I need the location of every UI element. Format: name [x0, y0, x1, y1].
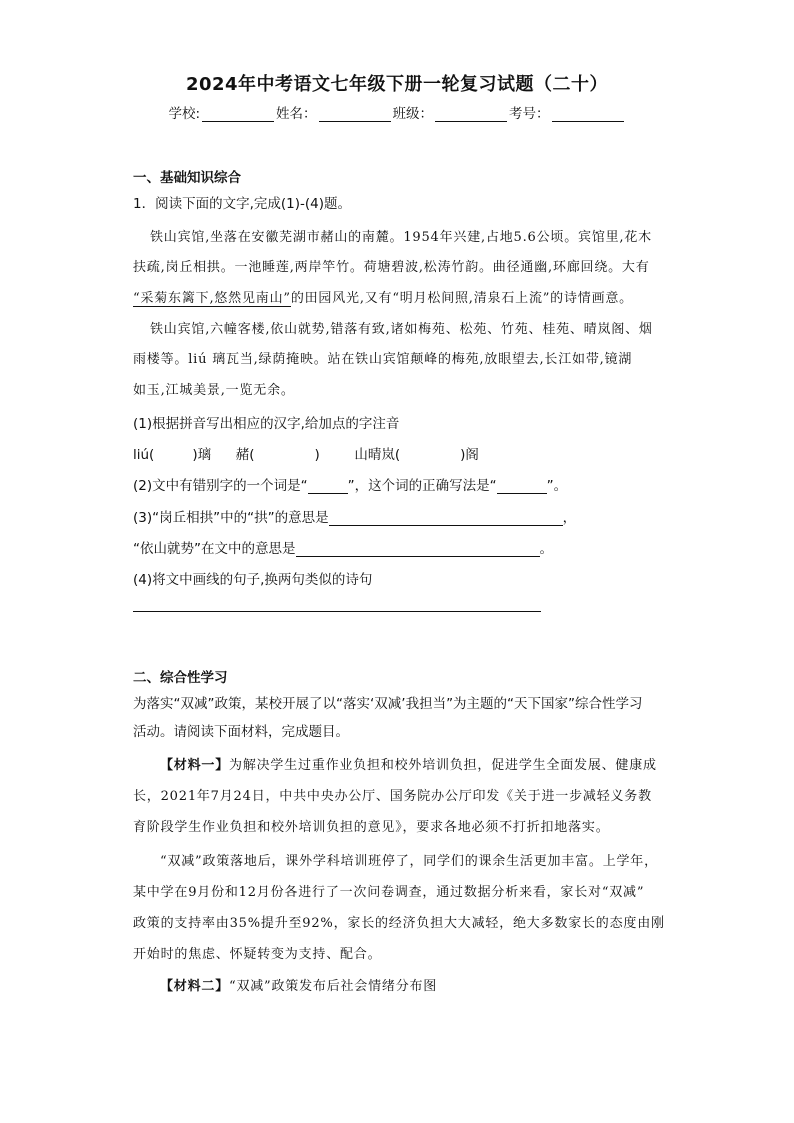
student-info-row: [0, 102, 794, 122]
section1-heading: 一、基础知识综合: [133, 170, 241, 186]
name-field[interactable]: [319, 107, 391, 122]
material1-p2-line-4: 开始时的焦虑、怀疑转变为支持、配合。: [133, 947, 382, 962]
material1-line-3: 育阶段学生作业负担和校外培训负担的意见》，要求各地必须不打折扣地落实。: [133, 820, 610, 835]
passage-line-1: 铁山宾馆,坐落在安徽芜湖市赭山的南麓。1954年兴建,占地5.6公顷。宾馆里,花木: [150, 230, 652, 245]
number-label: 考号：: [509, 106, 550, 122]
material2-text: “双减”政策发布后社会情绪分布图: [229, 979, 438, 994]
page-title: 2024年中考语文七年级下册一轮复习试题（二十）: [185, 74, 609, 95]
item-ge: )阁: [460, 447, 479, 463]
wrong-word-blank[interactable]: [308, 479, 348, 494]
passage-line-3-rest: 的田园风光,又有“明月松间照,清泉石上流”的诗情画意。: [290, 291, 633, 306]
section2-heading: 二、综合性学习: [133, 670, 228, 686]
pinyin-liu: liú(: [133, 447, 155, 463]
passage-line-4: 铁山宾馆,六幢客楼,依山就势,错落有致,诸如梅苑、松苑、竹苑、桂苑、晴岚阁、烟: [150, 322, 653, 337]
class-label: 班级：: [392, 106, 434, 122]
sub2-text-c: ”。: [546, 478, 568, 494]
material1-text-1: 为解决学生过重作业负担和校外培训负担，促进学生全面发展、健康成: [229, 758, 657, 773]
section2-intro-1: 为落实“双减”政策，某校开展了以“落实‘双减’我担当”为主题的“天下国家”综合性学习: [133, 696, 643, 712]
yishan-meaning-blank[interactable]: [296, 542, 540, 557]
passage-line-3: [133, 287, 633, 306]
passage-line-6: 如玉,江城美景,一览无余。: [133, 383, 295, 398]
poem-answer-line[interactable]: [133, 611, 541, 612]
sub3a-text: (3)“岗丘相拱”中的“拱”的意思是: [133, 510, 329, 526]
item-zhe: 赭(: [235, 447, 255, 463]
sub3b-end: 。: [539, 541, 553, 557]
sub3b-text: “依山就势”在文中的意思是: [133, 541, 296, 557]
name-label: 姓名：: [276, 106, 317, 122]
section2-intro-2: 活动。请阅读下面材料，完成题目。: [133, 724, 349, 740]
correct-word-blank[interactable]: [497, 479, 547, 494]
material1-p2-line-3: 政策的支持率由35%提升至92%，家长的经济负担大大减轻，绝大多数家长的态度由刚: [133, 916, 665, 931]
material2-line: [160, 975, 437, 994]
material1-p2-line-1: “双减”政策落地后，课外学科培训班停了，同学们的课余生活更加丰富。上学年，: [160, 854, 658, 869]
sub3a-end: ，: [562, 510, 577, 526]
item-qinglan: 山晴岚(: [354, 447, 401, 463]
school-field[interactable]: [202, 107, 274, 122]
subquestion-3a: [133, 506, 576, 526]
class-field[interactable]: [435, 107, 507, 122]
material1-p2-line-2: 某中学在9月份和12月份各进行了一次问卷调查，通过数据分析来看，家长对“双减”: [133, 885, 645, 900]
passage-line-5: 雨楼等。liú 璃瓦当,绿荫掩映。站在铁山宾馆颠峰的梅苑,放眼望去,长江如带,镜湖: [133, 352, 633, 367]
school-label: 学校:: [168, 106, 201, 122]
question1-prompt: 1．阅读下面的文字,完成(1)-(4)题。: [133, 196, 351, 212]
gong-meaning-blank[interactable]: [329, 511, 563, 526]
material1-line-1: [160, 754, 657, 773]
item-zhe-close: ): [314, 447, 320, 463]
material1-line-2: 长，2021年7月24日，中共中央办公厅、国务院办公厅印发《关于进一步减轻义务教: [133, 789, 652, 804]
material1-label: 【材料一】: [160, 758, 230, 773]
subquestion-3b: [133, 537, 553, 557]
sub2-text-a: (2)文中有错别字的一个词是“: [133, 478, 308, 494]
subquestion-2: [133, 474, 567, 494]
number-field[interactable]: [552, 107, 624, 122]
passage-line-2: 扶疏,岗丘相拱。一池睡莲,两岸竿竹。荷塘碧波,松涛竹韵。曲径通幽,环廊回绕。大有: [133, 260, 650, 275]
material2-label: 【材料二】: [160, 979, 230, 994]
item-li: )璃: [192, 447, 212, 463]
sub2-text-b: ”，这个词的正确写法是“: [347, 478, 497, 494]
subquestion-1-items: [133, 443, 479, 463]
underlined-verse: “采菊东篱下,悠然见南山”: [133, 291, 291, 306]
subquestion-1: (1)根据拼音写出相应的汉字,给加点的字注音: [133, 416, 400, 432]
subquestion-4: (4)将文中画线的句子,换两句类似的诗句: [133, 572, 373, 588]
